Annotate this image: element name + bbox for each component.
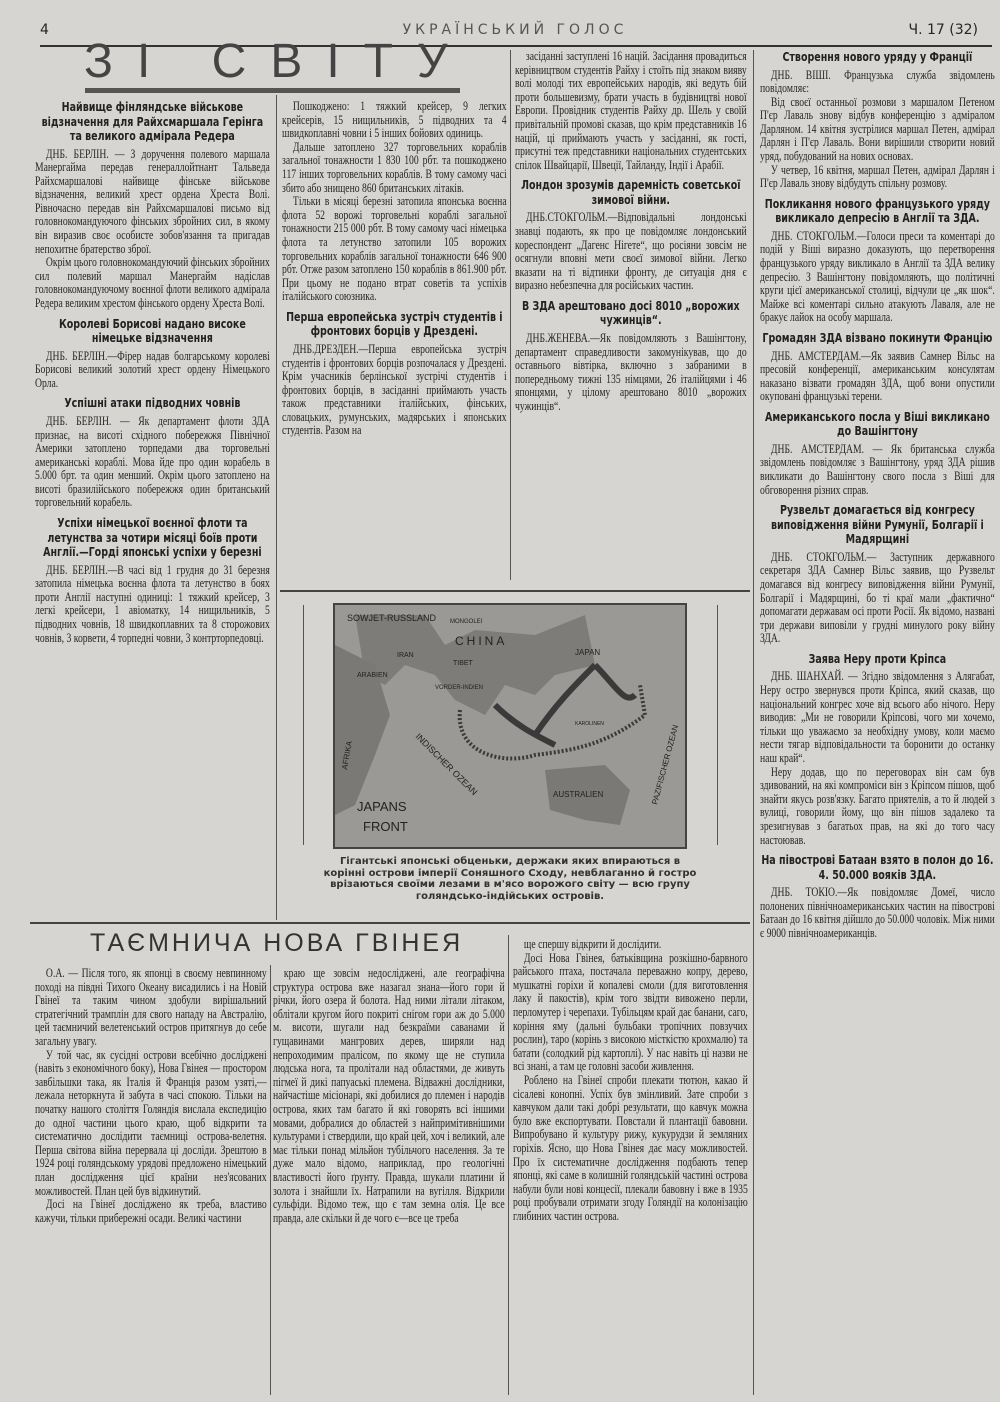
column-3 [515, 50, 747, 413]
article-paragraph: Досі Нова Гвінея, батьківщина розкішно-барвного райського птаха, постачала переважно копру, дерево, мушкатні горіхи й копалеві смоли (для виготовлення лаку й пакостів), крім того звідти вивожено перли, перломутер і черепахи. Тубільцям край дає банани, саго, коріння яму (дальні бульбаки тропічних повзучих рослин), таро (корінь з високою місткістю крохмалю) та батати (солодкий рід картоплі). У нас навіть ці назви не всі знані, а там це головні засоби живлення. [513, 950, 748, 1074]
article-headline: Заява Неру проти Кріпса [808, 651, 947, 666]
newspaper-title: УКРАЇНСЬКИЙ ГОЛОС [402, 22, 628, 38]
feature-column-2 [273, 967, 505, 1225]
article-paragraph: ДНБ. БЕРЛІН. — З доручення полевого маршала Манергайма передав генераллойтнант Тальведа Райхсмаршалові найвище фінське військове відзначення, великий хрест ордена Хреста Волі. Рівночасно передав він Райхсмаршалові письмо від головнокомандуючого фінських збройних сил, в якому він виразив своє особисте зобов'язання та пригадав непохитне братерство зброї. [35, 146, 270, 256]
article-paragraph: О.А. — Після того, як японці в своєму невпинному поході на півдні Тихого Океану висадились і на Новій Гвінеї та таким чином здобули вирішальний стратегічний трамплін для свого нападу на Австралію, цей таємничий велетенський остров притягнув до себе загальну увагу. [35, 966, 267, 1048]
map-label: MONGOLEI [450, 619, 483, 625]
article-paragraph: У четвер, 16 квітня, маршал Петен, адмірал Дарлян і П'єр Лаваль знову відбудуть спільну розмову. [760, 162, 995, 191]
article-paragraph: ДНБ. АМСТЕРДАМ.—Як заявив Самнер Вільс на пресовій конференції, американським консулятам наказано візвати громадян ЗДА, щоб вони опустили окуповані французькі терени. [760, 348, 995, 404]
map-label: INDISCHER OZEAN [413, 731, 480, 798]
article-paragraph: Пошкоджено: 1 тяжкий крейсер, 9 легких крейсерів, 15 нищильників, 5 підводних та 4 швидкоплавні човни і 5 інших бойових одиниць. [282, 99, 507, 141]
article-headline: Рузвельт домагається від конгресу виповідження війни Румунії, Болгарії і Мадярщині [770, 503, 984, 547]
article-paragraph: ДНБ. ТОКІО.—Як повідомляє Домеї, число полонених північноамериканських частин на півострові Батаан до 16 квітня дійшло до 50.000 чоловік. Між ними є 9000 північноамериканців. [760, 885, 995, 940]
article-paragraph: ДНБ. ШАНХАЙ. — Згідно звідомлення з Алягабат, Неру остро звернувся проти Кріпса, який сказав, що національний конгрес хоче від всього або нічого. Неру виводив: „Ми не говорили Кріпсові, чого ми хочемо, тільки що уважаємо за необхідну умову, коли маємо нести тягар відповідальности та боронити до останку наш край“. [760, 669, 995, 765]
article-headline: Громадян ЗДА візвано покинути Францію [762, 331, 993, 345]
column-rule [270, 965, 271, 1395]
map-top-rule [280, 590, 750, 592]
article-paragraph: Окрім цього головнокомандуючий фінських збройних сил полевий маршал Манергайм надіслав головнокомандуючому воєнної флоти великого адмірала Редера великим хрестом фінського ордену Хреста Волі. [35, 255, 270, 311]
column-rule [508, 935, 509, 1395]
article-headline: Найвище фінляндське військове відзначення для Райхсмаршала Герінга та великого адмірала Редера [41, 100, 264, 143]
article-headline: Успіхи німецької воєнної флоти та летунства за чотири місяці боїв проти Англії.—Горді японські успіхи у березні [43, 516, 262, 560]
article-headline: Лондон зрозумів даремність советської зимової війни. [521, 178, 741, 207]
article-paragraph: Неру додав, що по переговорах він сам був здивований, на які компроміси він з Кріпсом пішов, щоб знайти якусь розв'язку. Багато приятелів, а то й людей з вулиці, говорили йому, що він пішов задалеко та зрезигнував з багатьох прав, на які до того часу настоював. [760, 764, 995, 847]
article-headline: Покликання нового французького уряду викликало депресію в Англії та ЗДА. [764, 196, 990, 226]
map-label: JAPAN [575, 648, 601, 657]
article-paragraph: ДНБ. БЕРЛІН.—Фірер надав болгарському королеві Борисові великий золотий хрест ордену Німецького Орла. [35, 348, 270, 390]
map-label: TIBET [453, 660, 473, 667]
japan-front-map [333, 603, 687, 849]
article-headline: В ЗДА арештовано досі 8010 „ворожих чужинців“. [521, 298, 740, 328]
column-1 [35, 100, 270, 645]
article-paragraph: засіданні заступлені 16 націй. Засідання провадиться керівництвом студентів Райху і стоїть під знаком вияву волі молоді тих европейських народів, які ведуть бій проти большевизму, брати участь в будівництві нової Европи. Провідник студентів Райху др. Шель у своїй привітальній промові сказав, що крім представників 16 націй, ці приймають участь у засіданні, як гості, присутні теж представники національних студентських спілок Швайцарії, Швеції, Тайланду, Індії і Арабії. [515, 49, 747, 172]
article-headline: Перша европейська зустріч студентів і фронтових борців у Дрездені. [286, 309, 503, 339]
page-number: 4 [40, 22, 49, 38]
article-paragraph: Роблено на Гвінеї спроби плекати тютюн, какао й сісалеві конопні. Успіх був змінливий. Зате спроби з кавчуком дали такі добрі результати, що кавчук можна було вже експортувати. Повстали й плантації бавовни. Випробувано й культуру рижу, кукурудзи й земляних горіхів. Ясно, що Нова Гвінея дає масу можливостей. Про їх систематичне дослідження подбають тепер японці, які саме в колишній голяндській частині острова набули були нові концесії, плекали бавовну і вже в 1935 році пробували отримати згоду Голяндії на колонізацію глибиних частин острова. [513, 1072, 748, 1223]
article-paragraph: Дальше затоплено 327 торговельних кораблів загальної тонажности 1 830 100 рбт. та пошкоджено 117 інших торговельних кораблів. В тому самому часі збито або знищено 860 британських літаків. [282, 139, 507, 195]
map-graphic [335, 605, 685, 847]
article-paragraph: ДНБ. БЕРЛІН.—В часі від 1 грудня до 31 березня затопила німецька воєнна флота та летунство в боях проти Англії наступні одиниці: 1 тяжкий крейсер, 3 легкі крейсери, 1 авіоматку, 14 нищильників, 5 підводних човнів, 18 швидкоплавних та 8 сторожових човнів, 3 корвети, 4 торпедні човни, 3 контрторпедовці. [35, 562, 270, 645]
article-paragraph: ДНБ. СТОКГОЛЬМ.— Заступник державного секретаря ЗДА Самнер Вільс заявив, що Рузвельт домагався від конгресу виповідження війни Румунії, Болгарії і Мадярщині, бо ті краї мали „фактично“ допомагати державам осі проти Росії. Як відомо, названі три держави виповіли у грудні минулого року війну ЗДА. [760, 549, 995, 646]
map-label: IRAN [397, 652, 414, 659]
map-label: AFRIKA [340, 740, 354, 771]
article-paragraph: ДНБ. ВІШІ. Французька служба звідомлень повідомляє: [760, 67, 995, 96]
map-label: SOWJET-RUSSLAND [347, 613, 437, 623]
article-headline: Створення нового уряду у Франції [782, 50, 973, 64]
map-caption: Гігантські японські обценьки, держаки яких впираються в корінні острови імперії Соняшного Сходу, невблаганно й гостро врізаються своїми лезами в м'ясо ворожого світу — всю групу голяндсько-індійських островів. [323, 856, 697, 902]
section-title-bar [85, 88, 460, 93]
column-rule [276, 95, 277, 920]
map-title: FRONT [363, 819, 408, 834]
article-paragraph: ДНБ.ДРЕЗДЕН.—Перша европейська зустріч студентів і фронтових борців розпочалася у Дрездені. Крім учасників берлінської зустрічі студентів і фронтових борців, в засіданні приймають участь також представники італійських, фінських, словацьких, румунських, мадярських і японських студентів. Разом на [282, 341, 507, 438]
map-label: KAROLINEN [575, 721, 604, 727]
section-divider [30, 922, 750, 924]
article-paragraph: Від своєї останньої розмови з маршалом Петеном П'єр Лаваль знову відбув конференцію з адміралом Дарляном. 14 квітня зустрілися маршал Петен, адмірал Дарлян і П'єр Лаваль. Вони вирішили створити новий уряд, побудований на нових основах. [760, 94, 995, 164]
feature-headline: ТАЄМНИЧА НОВА ГВІНЕЯ [90, 929, 464, 957]
map-label: VORDER-INDIEN [435, 685, 484, 691]
article-paragraph: ДНБ. АМСТЕРДАМ. — Як британська служба звідомлень повідомляє з Вашінгтону, уряд ЗДА рішив викликати до Вашінгтону свого посла з Віші для обговорення різних справ. [760, 441, 995, 497]
article-paragraph: ДНБ.СТОКГОЛЬМ.—Відповідальні лондонські знавці подають, як про це повідомляє лондонський кореспондент „Дагенс Нігете“, що росіяни зовсім не осягнули вповні мети своєї зимової війни. Легко вказати на ті відтинки фронту, де ситуація дня є виразно небезпечна для російських частин. [515, 210, 747, 293]
column-rule [753, 50, 754, 1395]
feature-column-1 [35, 967, 267, 1225]
article-paragraph: ДНБ.ЖЕНЕВА.—Як повідомляють з Вашінгтону, департамент справедливости закомунікував, що до оставнього вівтірка, включно з забраними в попередньому тижні 135 німцями, 26 італійцями і 46 японцями, у цілому арештовано 8010 „ворожих чужинців“. [515, 330, 747, 413]
map-label: PAZIFISCHER OZEAN [650, 723, 681, 806]
article-headline: Американського посла у Віші викликано до Вашінгтону [765, 409, 990, 439]
section-title: ЗІ СВІТУ [84, 35, 472, 88]
map-label: AUSTRALIEN [553, 790, 604, 799]
article-paragraph: краю ще зовсім недосліджені, але географічна структура острова вже назагал знана—його гори й річки, його озера й болота. Над ними літали літаком, облітали кругом його покриті снігом гори аж до 5.000 м. висоти, шугали над безкраїми саванами й гущавинами мангрових дерев, ширяли над непроходимим пралісом, по якому ще не ступила людська нога, та пролітали над областями, де живуть пігмеї й дикі папуаські племена. Відважні дослідники, найчастіше місіонарі, які добилися до племен і народів острова, яких там багато й які говорять всі іншими мовами, добралися до областей з найпримітивнішими культурами і ствердили, що край цей, хоч і великий, але має тільки понад мільйон тубільчого населення. За те дуже мало відомо, наприклад, про геологічні властивості його ґрунту. Правда, шукали платини й золота і знайшли їх. Натрапили на вугілля. Відкрили сульфіди. Відомо теж, що є там земна олія. Це все правда, але скільки й де чого є—все це треба [273, 966, 505, 1225]
article-paragraph: Досі на Гвінеї досліджено як треба, властиво кажучи, тільки прибережні осади. Великі частини [35, 1197, 267, 1225]
feature-column-3 [513, 938, 748, 1223]
article-headline: На півострові Батаан взято в полон до 16. 4. 50.000 вояків ЗДА. [761, 853, 994, 882]
column-2 [282, 100, 507, 438]
column-4 [760, 50, 995, 941]
map-label: CHINA [455, 634, 508, 648]
article-paragraph: ДНБ. БЕРЛІН. — Як департамент флоти ЗДА признає, на висоті східного побережжя Північної Америки затоплено торпедами два торговельні американські кораблі. Мова йде про один корабель в 5.000 брт. та один менший. Окрім цього затоплено на висоті бразилійського побережжя один британський торговельний корабель. [35, 413, 270, 510]
issue-number: Ч. 17 (32) [908, 22, 978, 38]
article-headline: Королеві Борисові надано високе німецьке відзначення [58, 316, 246, 346]
article-headline: Успішні атаки підводних човнів [64, 396, 241, 411]
article-paragraph: ДНБ. СТОКГОЛЬМ.—Голоси преси та коментарі до подій у Віші виразно доказують, що перетворення французького уряду викликало в Англії та ЗДА велику депресію. З Вашінгтону повідомляють, що політичні круги цієї американської столиці, відчули це „як шок“. Майже всі коментарі сильно атакують Лаваля, але не бракує лайок на особу маршала. [760, 228, 995, 325]
column-rule [510, 50, 511, 580]
article-paragraph: Тільки в місяці березні затопила японська воєнна флота 52 ворожі торговельні кораблі загальної тонажности 215 000 рбт. В тому самому часі німецька флота та летунство затопили 105 ворожих торговельних кораблів загальної тонажности 646 900 рбт. Отже разом затоплено 150 кораблів в 861.900 рбт. При цьому не подано втрат советів та успіхів італійського союзника. [282, 194, 507, 304]
article-paragraph: У той час, як сусідні острови всебічно досліджені (навіть з економічного боку), Нова Гвінея — простором завбільшки така, як Італія й Франція разом узяті,—лежала неторкнута й забута в часі спокою. Тільки на початку нашого століття Голяндія вислала експедицію до одної частини цього краю, щоб відкрити та систематично дослідити таємниці острова-велетня. Перша світова війна перервала ці досліди. Зрештою в 1924 році голяндському урядові предложено німецький план дослідження цієї країни нез'ясованих можливостей. План цей був відкинутий. [35, 1047, 267, 1198]
column-rule [303, 605, 304, 845]
map-title: JAPANS [357, 799, 407, 814]
column-rule [717, 605, 718, 845]
article-paragraph: ще спершу відкрити й дослідити. [523, 937, 662, 951]
map-label: ARABIEN [357, 672, 388, 679]
